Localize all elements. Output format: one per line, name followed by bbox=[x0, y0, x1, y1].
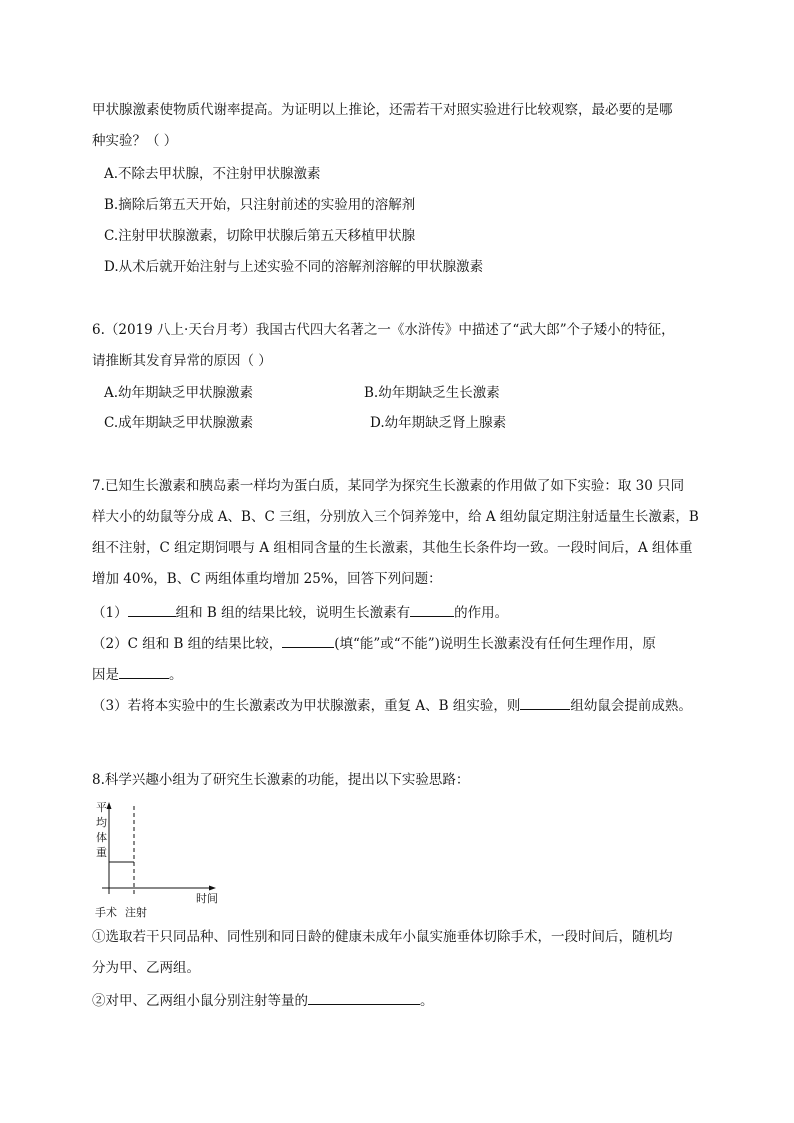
q6-stem-line2: 请推断其发育异常的原因（ ） bbox=[92, 353, 272, 369]
y-label-char-2: 均 bbox=[96, 816, 107, 829]
q5-option-d: D.从术后就开始注射与上述实验不同的溶解剂溶解的甲状腺激素 bbox=[104, 259, 484, 275]
q5-option-b: B.摘除后第五天开始，只注射前述的实验用的溶解剂 bbox=[104, 197, 416, 213]
x-axis-arrow bbox=[209, 886, 216, 891]
y-axis-label bbox=[96, 801, 107, 859]
q7-sub1-mid: 组和 B 组的结果比较，说明生长激素有 bbox=[175, 605, 411, 621]
q6-stem-line1: 6.（2019 八上·天台月考）我国古代四大名著之一《水浒传》中描述了“武大郎”个子矮小的特征， bbox=[92, 322, 675, 338]
q7-sub3-suffix: 组幼鼠会提前成熟。 bbox=[570, 698, 692, 714]
q5-stem-line2: 种实验？（ ） bbox=[92, 133, 178, 149]
q7-line3: 组不注射，C 组定期饲喂与 A 组相同含量的生长激素，其他生长条件均一致。一段时间后，A 组体重 bbox=[92, 540, 693, 556]
y-label-char-3: 体 bbox=[96, 831, 107, 844]
q7-sub3-prefix: （3）若将本实验中的生长激素改为甲状腺激素，重复 A、B 组实验，则 bbox=[92, 698, 521, 714]
q7-sub2-end: 。 bbox=[169, 667, 183, 683]
q7-line4: 增加 40%，B、C 两组体重均增加 25%，回答下列问题： bbox=[92, 571, 442, 587]
q8-stem: 8.科学兴趣小组为了研究生长激素的功能，提出以下实验思路： bbox=[92, 772, 470, 788]
q6-option-b: B.幼年期缺乏生长激素 bbox=[364, 385, 500, 401]
q7-sub1-suffix: 的作用。 bbox=[454, 605, 509, 621]
q8-step1-line2: 分为甲、乙两组。 bbox=[92, 960, 200, 976]
y-axis-arrow bbox=[107, 802, 112, 809]
q6-option-a: A.幼年期缺乏甲状腺激素 bbox=[104, 385, 254, 401]
injection-mark-label: 注射 bbox=[125, 906, 147, 919]
q8-step2-suffix: 。 bbox=[420, 993, 434, 1009]
q7-sub2-mid: (填“能”或“不能”)说明生长激素没有任何生理作用，原 bbox=[334, 636, 656, 652]
q7-sub2-prefix: （2）C 组和 B 组的结果比较， bbox=[92, 636, 283, 652]
q7-sub1-blank2[interactable] bbox=[410, 602, 454, 617]
q7-sub2-line1 bbox=[92, 633, 656, 653]
q7-sub3-blank[interactable] bbox=[520, 695, 570, 710]
x-axis-label: 时间 bbox=[196, 892, 218, 905]
y-label-char-1: 平 bbox=[96, 801, 107, 814]
q7-sub2-line2 bbox=[92, 664, 183, 684]
q5-stem-line1: 甲状腺激素使物质代谢率提高。为证明以上推论，还需若干对照实验进行比较观察，最必要的是哪 bbox=[92, 102, 673, 118]
q8-step2 bbox=[92, 990, 434, 1010]
q7-sub1-prefix: （1） bbox=[92, 605, 128, 621]
q8-step1-line1: ①选取若干只同品种、同性别和同日龄的健康未成年小鼠实施垂体切除手术，一段时间后，随机均 bbox=[92, 929, 673, 945]
q7-sub2-blank2[interactable] bbox=[119, 664, 169, 679]
q8-step2-blank[interactable] bbox=[308, 990, 420, 1005]
y-label-char-4: 重 bbox=[96, 846, 107, 859]
q7-line2: 样大小的幼鼠等分成 A、B、C 三组，分别放入三个饲养笼中，给 A 组幼鼠定期注射适量生长激素，B bbox=[92, 509, 699, 525]
surgery-mark-label: 手术 bbox=[95, 906, 117, 919]
q7-sub3 bbox=[92, 695, 692, 715]
q7-sub1 bbox=[92, 602, 508, 622]
q7-sub1-blank1[interactable] bbox=[128, 602, 176, 617]
q5-option-c: C.注射甲状腺激素，切除甲状腺后第五天移植甲状腺 bbox=[104, 228, 416, 244]
q6-option-d: D.幼年期缺乏肾上腺素 bbox=[370, 415, 507, 431]
q7-sub2-blank1[interactable] bbox=[282, 633, 334, 648]
q5-option-a: A.不除去甲状腺，不注射甲状腺激素 bbox=[104, 166, 321, 182]
q8-step2-prefix: ②对甲、乙两组小鼠分别注射等量的 bbox=[92, 993, 308, 1009]
q7-sub2-reason-label: 因是 bbox=[92, 667, 119, 683]
q7-line1: 7.已知生长激素和胰岛素一样均为蛋白质，某同学为探究生长激素的作用做了如下实验：取 30 只同 bbox=[92, 478, 685, 494]
q6-option-c: C.成年期缺乏甲状腺激素 bbox=[104, 415, 254, 431]
weight-time-diagram bbox=[92, 796, 232, 922]
